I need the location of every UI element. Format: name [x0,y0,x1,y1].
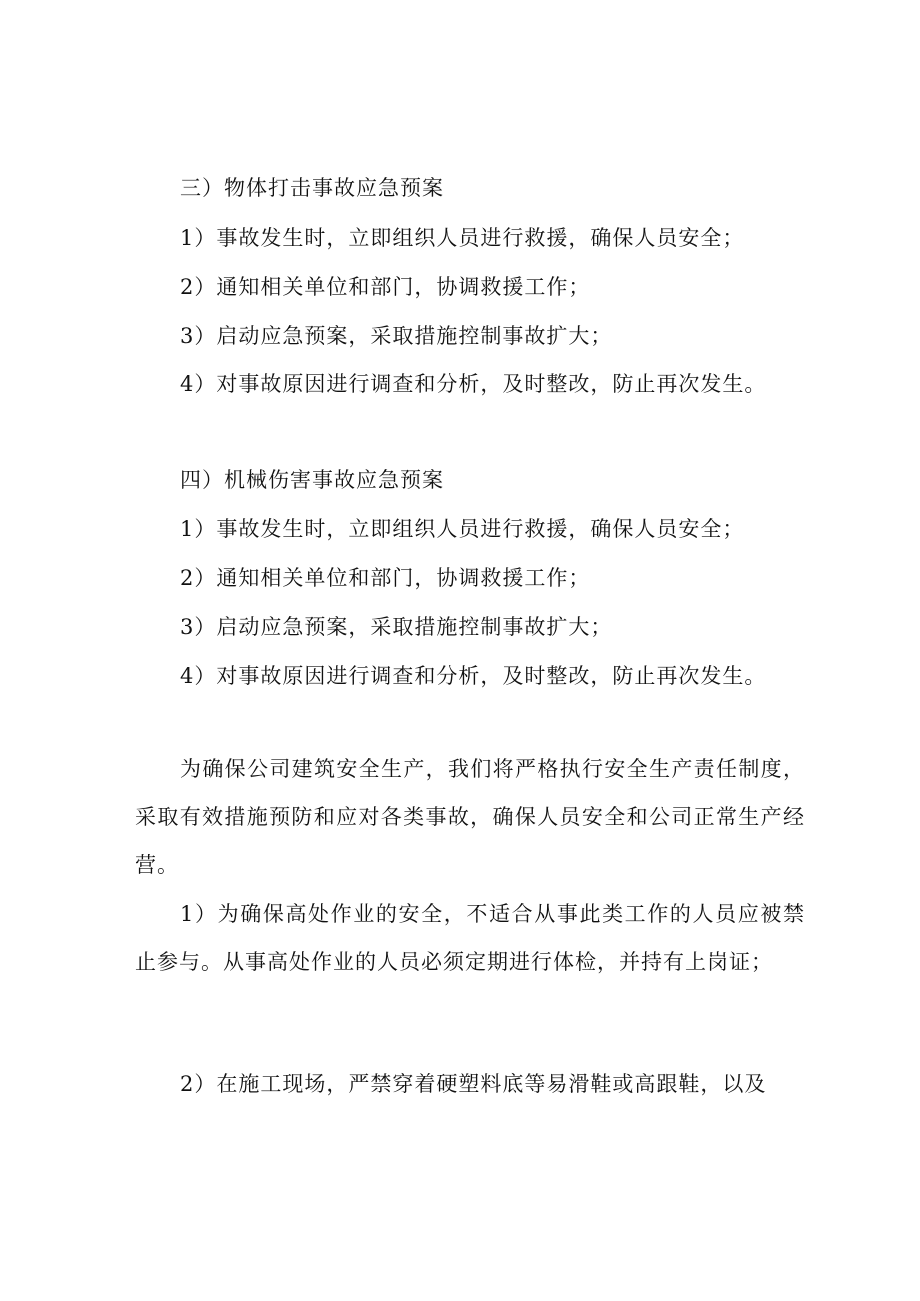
section4-item-4: 4）对事故原因进行调查和分析，及时整改，防止再次发生。 [180,664,767,688]
section4-item-1: 1）事故发生时，立即组织人员进行救援，确保人员安全； [180,517,745,541]
section3-heading: 三）物体打击事故应急预案 [180,176,444,200]
section3-item-1: 1）事故发生时，立即组织人员进行救援，确保人员安全； [180,226,745,250]
section4-item-3: 3）启动应急预案，采取措施控制事故扩大； [180,615,613,639]
rule-paragraph-2: 2）在施工现场，严禁穿着硬塑料底等易滑鞋或高跟鞋，以及 [180,1072,767,1096]
section4-heading: 四）机械伤害事故应急预案 [180,468,444,492]
summary-paragraph: 为确保公司建筑安全生产，我们将严格执行安全生产责任制度，采取有效措施预防和应对各类事故，确保人员安全和公司正常生产经营。 [135,757,805,877]
section3-item-4: 4）对事故原因进行调查和分析，及时整改，防止再次发生。 [180,372,767,396]
section4-item-2: 2）通知相关单位和部门，协调救援工作； [180,566,591,590]
section3-item-3: 3）启动应急预案，采取措施控制事故扩大； [180,324,613,348]
section3-item-2: 2）通知相关单位和部门，协调救援工作； [180,275,591,299]
rule-paragraph-1: 1）为确保高处作业的安全，不适合从事此类工作的人员应被禁止参与。从事高处作业的人员必须定期进行体检，并持有上岗证； [135,902,805,974]
